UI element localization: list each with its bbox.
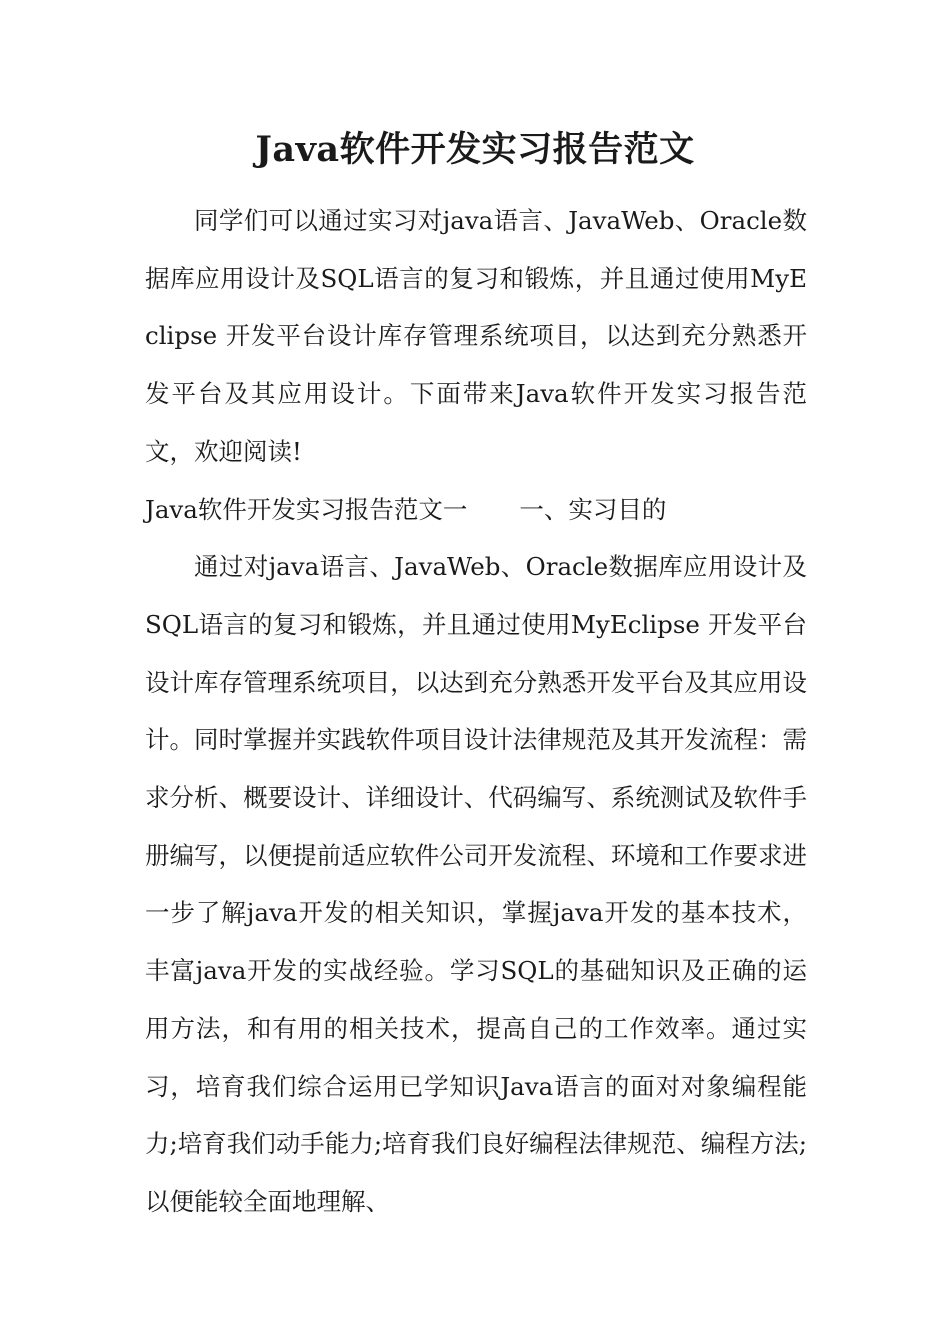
intro-paragraph: 同学们可以通过实习对java语言、JavaWeb、Oracle数据库应用设计及SQL语言的复习和锻炼，并且通过使用MyEclipse 开发平台设计库存管理系统项目，以达到充分熟悉开发平台及其应用设计。下面带来Java软件开发实习报告范文，欢迎阅读! — [145, 206, 807, 466]
document-body — [145, 192, 807, 1231]
subsection-heading: 一、实习目的 — [519, 494, 667, 524]
section-heading-line — [145, 481, 807, 539]
document-title: Java软件开发实习报告范文 — [255, 129, 695, 170]
body-paragraph: 通过对java语言、JavaWeb、Oracle数据库应用设计及SQL语言的复习和锻炼，并且通过使用MyEclipse 开发平台设计库存管理系统项目，以达到充分熟悉开发平台及其应用设计。同时掌握并实践软件项目设计法律规范及其开发流程：需求分析、概要设计、详细设计、代码编写、系统测试及软件手册编写，以便提前适应软件公司开发流程、环境和工作要求进一步了解java开发的相关知识，掌握java开发的基本技术，丰富java开发的实战经验。学习SQL的基础知识及正确的运用方法，和有用的相关技术，提高自己的工作效率。通过实习，培育我们综合运用已学知识Java语言的面对对象编程能力;培育我们动手能力;培育我们良好编程法律规范、编程方法;以便能较全面地理解、 — [145, 552, 807, 1216]
section-heading: Java软件开发实习报告范文一 — [145, 494, 468, 524]
